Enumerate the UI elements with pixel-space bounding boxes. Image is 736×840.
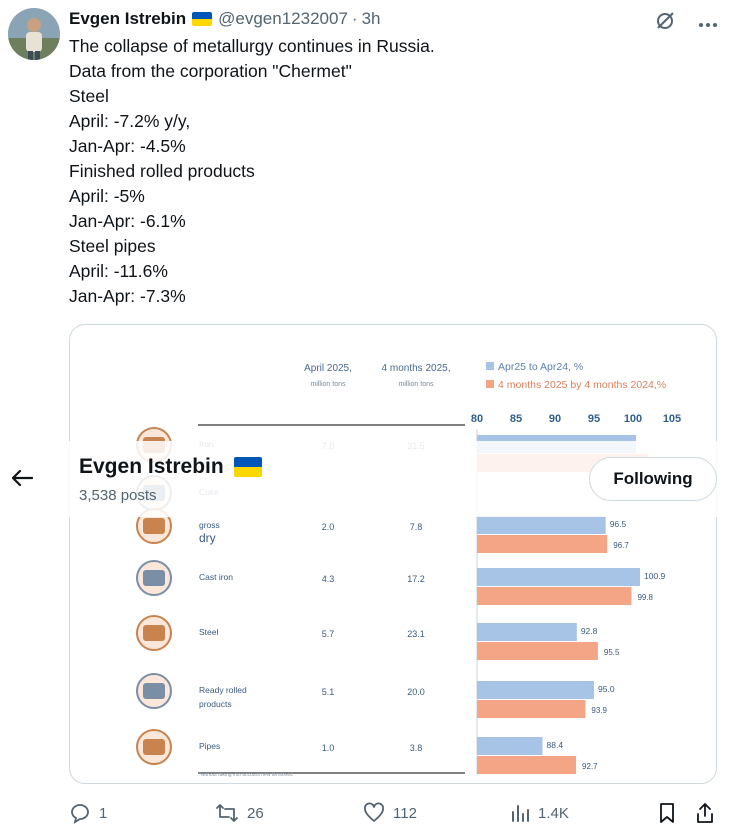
post-time[interactable]: 3h (361, 9, 381, 28)
row-value-4months: 7.8 (409, 522, 423, 532)
tweet-line: Steel pipes (69, 236, 156, 256)
row-value-april: 5.7 (321, 629, 335, 639)
bar-apr (477, 516, 606, 534)
row-label: Pipes (199, 741, 221, 751)
bar-apr (477, 681, 594, 699)
x-tick-label: 100 (623, 413, 643, 425)
bar-apr (477, 623, 577, 641)
bar-apr (477, 568, 640, 586)
bar-apr-label: 96.5 (609, 519, 627, 529)
reply-count: 1 (99, 804, 108, 822)
heart-icon (363, 802, 385, 824)
like-count: 112 (393, 804, 417, 822)
following-button[interactable]: Following (589, 457, 717, 501)
legend-swatch-ytd (486, 380, 494, 388)
row-value-april: 4.3 (321, 574, 335, 584)
share-icon (695, 802, 715, 824)
x-tick-label: 95 (587, 413, 601, 425)
tweet-line: April: -5% (69, 186, 145, 206)
bar-apr (477, 737, 543, 755)
row-label: Steel (199, 627, 219, 637)
views-chart-icon (510, 803, 530, 823)
bookmark-icon (658, 802, 676, 824)
bar-ytd (477, 700, 585, 718)
chart-svg (70, 325, 717, 784)
ukraine-flag-icon (234, 457, 262, 477)
row-icon-3-shape (143, 570, 165, 586)
overlay-profile-name (79, 455, 268, 479)
arrow-left-icon (11, 469, 33, 487)
bar-apr-label: 100.9 (644, 571, 666, 581)
repost-count: 26 (247, 804, 264, 822)
bar-ytd-label: 99.8 (637, 593, 654, 602)
tweet-line: Data from the corporation "Chermet" (69, 61, 352, 81)
tweet-media-chart[interactable] (69, 324, 717, 784)
tweet-text (69, 34, 435, 309)
grok-icon[interactable] (654, 10, 676, 37)
row-label-2: products (199, 699, 232, 709)
tweet-line: Jan-Apr: -4.5% (69, 136, 186, 156)
share-button[interactable] (695, 798, 715, 828)
views-button[interactable] (510, 798, 569, 828)
tweet-line: Finished rolled products (69, 161, 255, 181)
x-tick-label: 105 (662, 413, 682, 425)
row-label-2: dry (199, 531, 216, 545)
row-label: Cast iron (199, 572, 234, 582)
tweet-actions (69, 798, 719, 828)
row-value-4months: 23.1 (407, 629, 425, 639)
view-count: 1.4K (538, 804, 569, 822)
bar-ytd (477, 587, 631, 605)
repost-icon (215, 802, 239, 824)
chart-footnote: *without taking into account new territories (199, 772, 293, 778)
row-value-4months: 20.0 (407, 687, 425, 697)
row-label: gross (199, 520, 220, 530)
row-icon-6-shape (143, 739, 165, 755)
col-header-april: April 2025, (304, 363, 352, 374)
like-button[interactable] (363, 798, 417, 828)
x-tick-label: 85 (509, 413, 523, 425)
header-actions (654, 10, 718, 37)
row-icon-4-shape (143, 625, 165, 641)
row-icon-2-shape (143, 518, 165, 534)
col-header-4months: 4 months 2025, (381, 363, 451, 374)
tweet-line: April: -7.2% y/y, (69, 111, 191, 131)
row-label: Ready rolled (199, 685, 247, 695)
author-avatar[interactable] (8, 8, 60, 60)
repost-button[interactable] (215, 798, 264, 828)
separator-dot: · (351, 9, 358, 28)
bar-apr-label: 95.0 (598, 684, 615, 694)
row-icon-5-shape (143, 683, 165, 699)
tweet-header (69, 8, 381, 30)
author-handle[interactable]: @evgen1232007 (218, 9, 348, 28)
tweet-line: Jan-Apr: -7.3% (69, 286, 186, 306)
bar-ytd-label: 95.5 (603, 648, 620, 657)
row-value-4months: 3.8 (409, 743, 423, 753)
bar-apr-label: 88.4 (546, 740, 564, 750)
col-unit-4months: million tons (398, 381, 434, 388)
back-button[interactable] (8, 462, 36, 494)
bar-ytd-label: 96.7 (613, 541, 629, 550)
reply-button[interactable] (69, 798, 107, 828)
tweet-line: The collapse of metallurgy continues in Russia. (69, 36, 435, 56)
ukraine-flag-icon (192, 12, 212, 26)
more-options-icon[interactable] (698, 15, 718, 33)
tweet-line: Steel (69, 86, 109, 106)
x-tick-label: 90 (548, 413, 562, 425)
bar-ytd (477, 642, 598, 660)
tweet-line: April: -11.6% (69, 261, 168, 281)
bar-apr-label: 92.8 (580, 626, 598, 636)
row-value-4months: 17.2 (407, 574, 425, 584)
overlay-post-count: 3,538 posts (79, 487, 157, 504)
row-value-april: 5.1 (321, 687, 335, 697)
bookmark-button[interactable] (658, 798, 676, 828)
legend-label-ytd: 4 months 2025 by 4 months 2024,% (498, 379, 667, 391)
bar-ytd (477, 756, 576, 774)
row-value-april: 1.0 (321, 743, 335, 753)
bar-ytd (477, 535, 607, 553)
bar-ytd-label: 93.9 (591, 706, 607, 715)
legend-swatch-apr (486, 362, 494, 370)
bar-ytd-label: 92.7 (582, 762, 598, 771)
tweet-line: Jan-Apr: -6.1% (69, 211, 186, 231)
author-name[interactable]: Evgen Istrebin (69, 9, 187, 28)
overlay-name-text: Evgen Istrebin (79, 455, 224, 478)
row-value-april: 2.0 (321, 522, 335, 532)
reply-icon (69, 802, 91, 824)
legend-label-apr: Apr25 to Apr24, % (498, 361, 584, 373)
col-unit-april: million tons (310, 381, 346, 388)
x-tick-label: 80 (470, 413, 484, 425)
